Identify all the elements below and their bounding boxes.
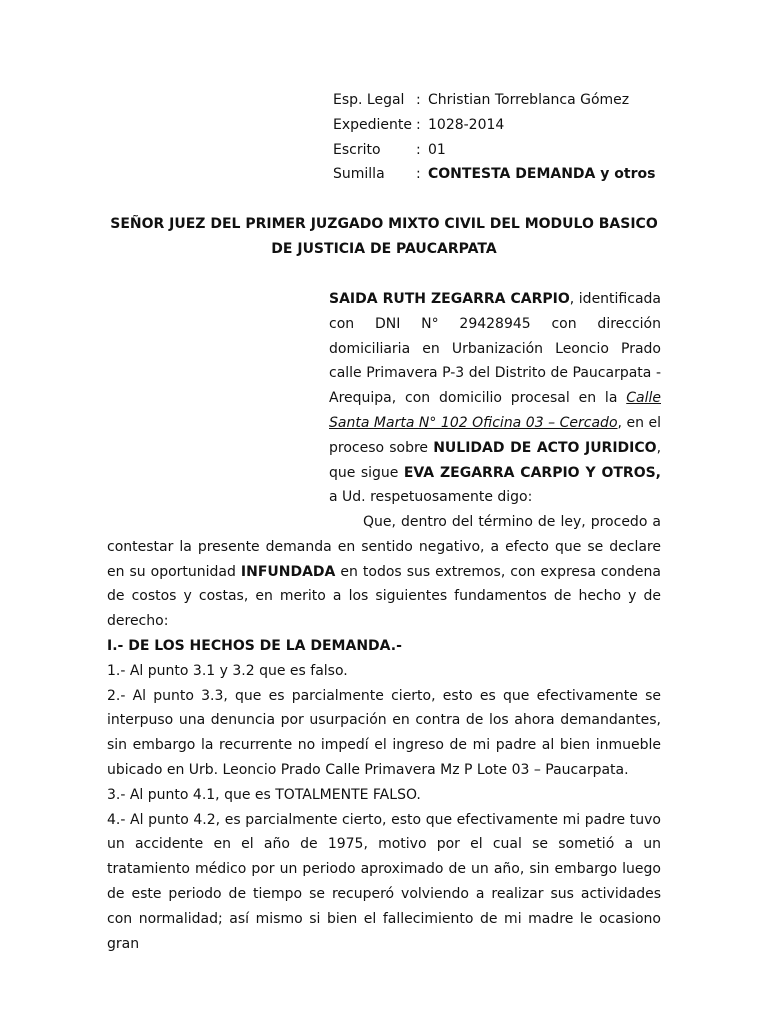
intro-text: , identificada con DNI N° 29428945 con dirección domiciliaria en Urbanización Leoncio Prado calle Primavera P-3 del Distrito de Paucarpata - Arequipa, con domicilio procesal en la [329, 291, 661, 407]
heading-line-1: SEÑOR JUEZ DEL PRIMER JUZGADO MIXTO CIVIL DEL MODULO BASICO [110, 216, 658, 232]
section-title: I.- DE LOS HECHOS DE LA DEMANDA.- [107, 637, 402, 654]
meta-colon: : [416, 116, 421, 133]
opposing-parties: EVA ZEGARRA CARPIO Y OTROS, [403, 464, 661, 481]
heading-line-2: DE JUSTICIA DE PAUCARPATA [271, 240, 497, 257]
meta-row-legal [333, 88, 655, 113]
list-item: 4.- Al punto 4.2, es parcialmente cierto, esto que efectivamente mi padre tuvo un accidente en el año de 1975, motivo por el cual se sometió a un tratamiento médico por un periodo aproximado de un año, sin embargo luego de este periodo de tiempo se recuperó volviendo a realizar sus actividades con normalidad; así mismo si bien el fallecimiento de mi madre le ocasiono gran [107, 811, 661, 952]
plaintiff-name: SAIDA RUTH ZEGARRA CARPIO [329, 291, 570, 307]
document-heading [107, 212, 661, 262]
list-item: 3.- Al punto 4.1, que es TOTALMENTE FALSO. [107, 786, 421, 803]
meta-colon: : [416, 166, 421, 183]
meta-value: 01 [428, 141, 446, 158]
procedural-address: Calle Santa Marta N° 102 Oficina 03 – Cercado [329, 390, 661, 431]
meta-row-escrito [333, 138, 655, 163]
intro-paragraph [329, 287, 661, 510]
paragraph-text: Que, dentro del término de ley, procedo a contestar la presente demanda en sentido negativo, a efecto que se declare en su oportunidad [107, 514, 661, 580]
meta-value: Christian Torreblanca Gómez [428, 92, 630, 108]
intro-text: , que sigue [329, 439, 662, 481]
meta-label: Escrito [333, 141, 381, 158]
list-item: 2.- Al punto 3.3, que es parcialmente cierto, esto es que efectivamente se interpuso una denuncia por usurpación en contra de los ahora demandantes, sin embargo la recurrente no impedí el ingreso de mi padre al bien inmueble ubicado en Urb. Leoncio Prado Calle Primavera Mz P Lote 03 – Paucarpata. [107, 687, 661, 778]
opening-paragraph [107, 510, 661, 634]
meta-colon: : [416, 92, 421, 108]
meta-colon: : [416, 141, 421, 158]
meta-value: 1028-2014 [428, 116, 505, 133]
meta-row-sumilla [333, 162, 655, 187]
paragraph-emphasis: INFUNDADA [240, 563, 336, 580]
document-body [107, 510, 661, 956]
case-metadata [333, 88, 655, 187]
meta-label: Esp. Legal [333, 92, 405, 108]
intro-text: a Ud. respetuosamente digo: [329, 489, 533, 506]
case-subject: NULIDAD DE ACTO JURIDICO [433, 439, 657, 456]
meta-label: Expediente [333, 116, 412, 133]
meta-label: Sumilla [333, 166, 385, 183]
meta-value: CONTESTA DEMANDA y otros [428, 166, 656, 183]
list-item: 1.- Al punto 3.1 y 3.2 que es falso. [107, 662, 348, 679]
paragraph-text: en todos sus extremos, con expresa condena de costos y costas, en merito a los siguientes fundamentos de hecho y de derecho: [107, 563, 661, 630]
intro-text: , en el proceso sobre [329, 414, 661, 456]
meta-row-expediente [333, 113, 655, 138]
